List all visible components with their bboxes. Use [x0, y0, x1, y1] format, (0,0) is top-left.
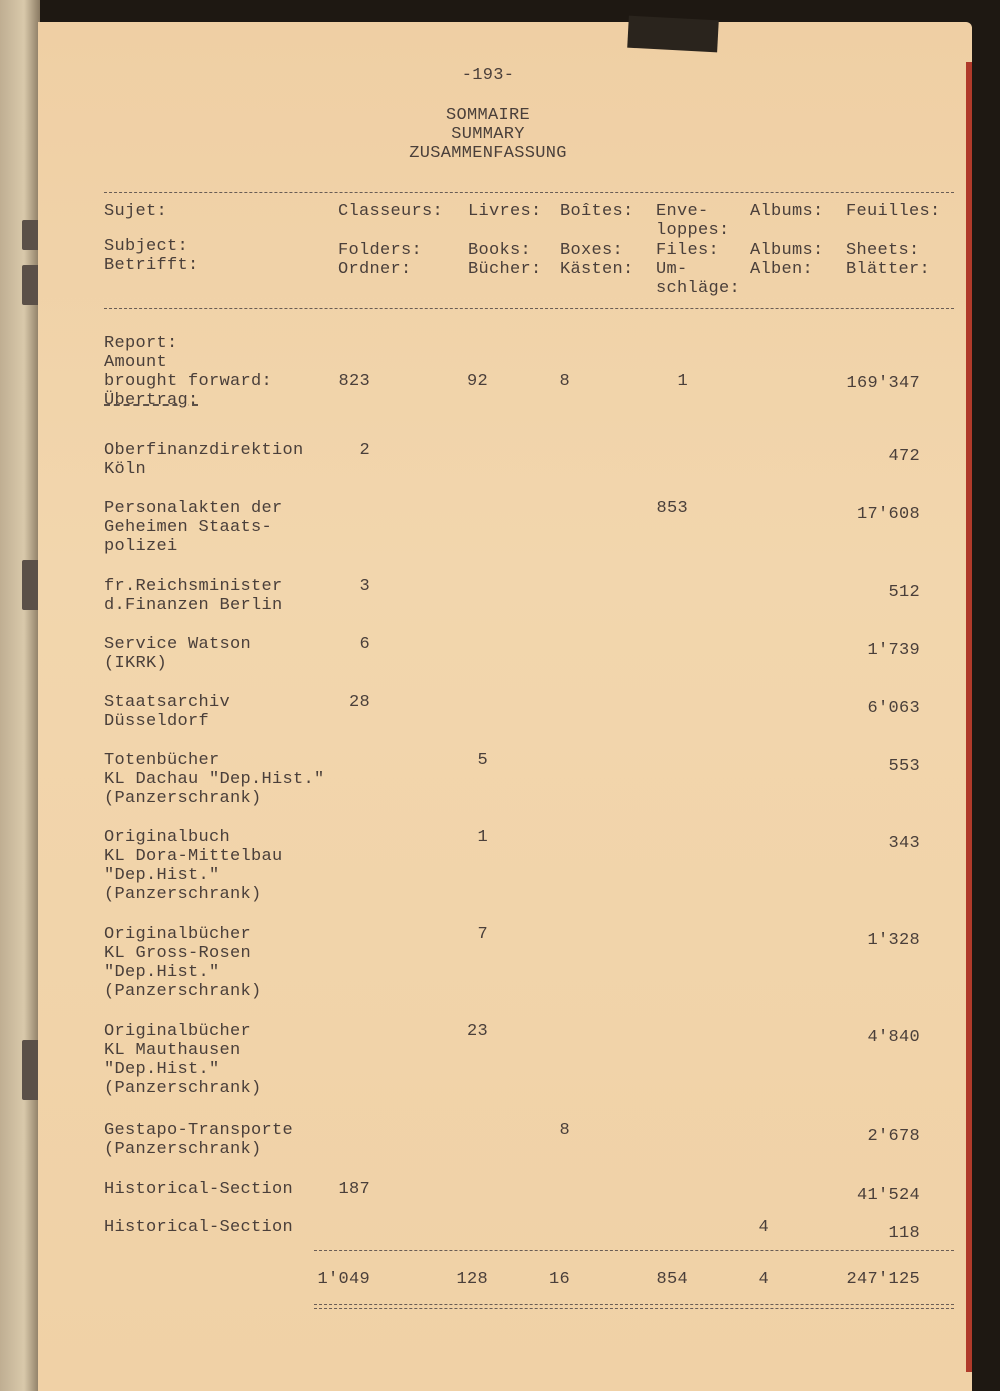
row-label-line: (Panzerschrank) [104, 789, 262, 808]
cell-books: 1 [477, 828, 488, 847]
cell-sheets: 41'524 [856, 1186, 920, 1205]
row-label-line: d.Finanzen Berlin [104, 596, 283, 615]
header-files-5: schläge: [656, 279, 741, 298]
header-folders-fr: Classeurs: [338, 202, 444, 221]
row-label-line: Köln [104, 460, 147, 479]
header-folders-en: Folders: [338, 241, 423, 260]
header-subject-fr: Sujet: [104, 202, 168, 221]
title-fr: SOMMAIRE [445, 106, 530, 125]
totals-rule [314, 1250, 954, 1251]
header-folders-de: Ordner: [338, 260, 412, 279]
cell-sheets: 1'739 [867, 641, 920, 660]
cell-books: 7 [477, 925, 488, 944]
cell-folders: 187 [338, 1180, 370, 1199]
row-label-line: Historical-Section [104, 1180, 294, 1199]
cell-folders: 28 [348, 693, 370, 712]
page-number: -193- [461, 66, 515, 85]
row-label-line: brought forward: [104, 372, 273, 391]
row-label-line: polizei [104, 537, 178, 556]
header-rule-bottom [104, 308, 954, 309]
row-label-line: (Panzerschrank) [104, 1140, 262, 1159]
row-label-line: Amount [104, 353, 168, 372]
header-sheets-fr: Feuilles: [846, 202, 941, 221]
cell-books: 23 [466, 1022, 488, 1041]
header-books-de: Bücher: [468, 260, 542, 279]
header-files-4: Um- [656, 260, 688, 279]
header-boxes-de: Kästen: [560, 260, 634, 279]
corner-stain [627, 16, 719, 53]
header-sheets-en: Sheets: [846, 241, 920, 260]
row-label-line: Service Watson [104, 635, 252, 654]
total-folders: 1'049 [317, 1270, 370, 1289]
cell-sheets: 1'328 [867, 931, 920, 950]
header-boxes-en: Boxes: [560, 241, 624, 260]
header-files-1: Enve- [656, 202, 709, 221]
row-label-line: Geheimen Staats- [104, 518, 273, 537]
cell-files: 853 [656, 499, 688, 518]
total-files: 854 [656, 1270, 688, 1289]
row-label-line: "Dep.Hist." [104, 866, 220, 885]
total-boxes: 16 [548, 1270, 570, 1289]
row-label-line: Gestapo-Transporte [104, 1121, 294, 1140]
row-label-line: KL Dora-Mittelbau [104, 847, 283, 866]
row-label-line: KL Dachau "Dep.Hist." [104, 770, 325, 789]
title-de: ZUSAMMENFASSUNG [409, 144, 567, 163]
header-rule-top [104, 192, 954, 193]
page-edge [966, 62, 972, 1372]
cell-sheets: 512 [888, 583, 920, 602]
cell-boxes: 8 [559, 372, 570, 391]
cell-sheets: 169'347 [846, 374, 920, 393]
row-label-line: KL Mauthausen [104, 1041, 241, 1060]
row-label-line: (IKRK) [104, 654, 168, 673]
row-label-line: Übertrag: [104, 391, 199, 410]
cell-books: 5 [477, 751, 488, 770]
row-label-line: (Panzerschrank) [104, 885, 262, 904]
header-books-en: Books: [468, 241, 532, 260]
row-label-line: "Dep.Hist." [104, 1060, 220, 1079]
row-label-line: Düsseldorf [104, 712, 210, 731]
row-label-line: KL Gross-Rosen [104, 944, 252, 963]
header-books-fr: Livres: [468, 202, 542, 221]
totals-double-rule [314, 1304, 954, 1309]
cell-sheets: 118 [888, 1224, 920, 1243]
header-sheets-de: Blätter: [846, 260, 931, 279]
header-files-3: Files: [656, 241, 720, 260]
row-label-line: "Dep.Hist." [104, 963, 220, 982]
row-label-line: fr.Reichsminister [104, 577, 283, 596]
row-label-line: Personalakten der [104, 499, 283, 518]
cell-sheets: 4'840 [867, 1028, 920, 1047]
header-subject-de: Betrifft: [104, 256, 199, 275]
row-label-line: Oberfinanzdirektion [104, 441, 304, 460]
document-page [38, 22, 972, 1391]
cell-sheets: 17'608 [856, 505, 920, 524]
row-label-line: (Panzerschrank) [104, 982, 262, 1001]
cell-sheets: 6'063 [867, 699, 920, 718]
header-albums-fr: Albums: [750, 202, 824, 221]
cell-folders: 2 [359, 441, 370, 460]
row-label-line: Originalbücher [104, 1022, 252, 1041]
cell-files: 1 [677, 372, 688, 391]
cell-sheets: 553 [888, 757, 920, 776]
cell-folders: 6 [359, 635, 370, 654]
scan-left-margin [0, 0, 40, 1391]
cell-sheets: 2'678 [867, 1127, 920, 1146]
header-albums-en: Albums: [750, 241, 824, 260]
total-albums: 4 [758, 1270, 769, 1289]
total-books: 128 [456, 1270, 488, 1289]
cell-sheets: 472 [888, 447, 920, 466]
row-label-line: Totenbücher [104, 751, 220, 770]
title-en: SUMMARY [451, 125, 525, 144]
row-label-line: (Panzerschrank) [104, 1079, 262, 1098]
row-label-line: Historical-Section [104, 1218, 294, 1237]
cell-boxes: 8 [559, 1121, 570, 1140]
cell-sheets: 343 [888, 834, 920, 853]
header-albums-de: Alben: [750, 260, 814, 279]
row-label-line: Originalbuch [104, 828, 231, 847]
total-sheets: 247'125 [846, 1270, 920, 1289]
cell-books: 92 [466, 372, 488, 391]
header-boxes-fr: Boîtes: [560, 202, 634, 221]
cell-albums: 4 [758, 1218, 769, 1237]
cell-folders: 823 [338, 372, 370, 391]
cell-folders: 3 [359, 577, 370, 596]
row-label-line: Originalbücher [104, 925, 252, 944]
header-subject-en: Subject: [104, 237, 189, 256]
header-files-2: loppes: [656, 221, 730, 240]
row-label-line: Report: [104, 334, 178, 353]
row-label-line: Staatsarchiv [104, 693, 231, 712]
